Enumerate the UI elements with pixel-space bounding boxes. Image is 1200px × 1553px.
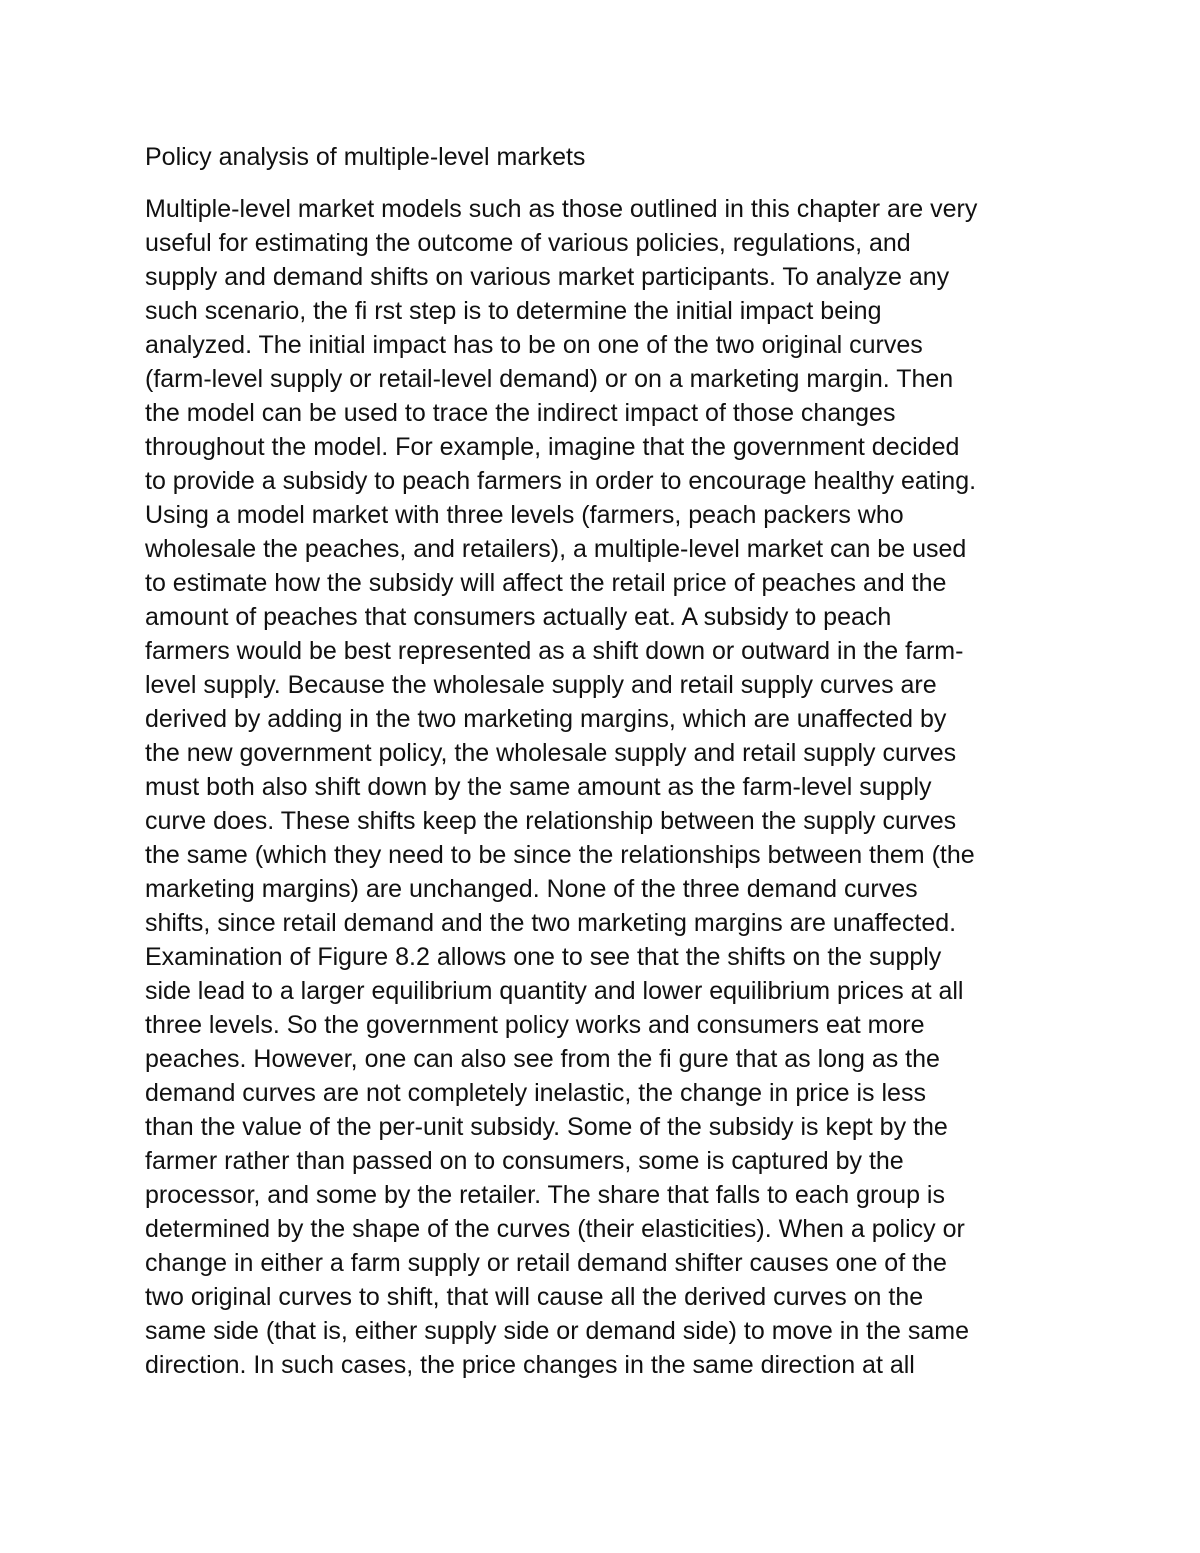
body-line: marketing margins) are unchanged. None of the three demand curves xyxy=(145,875,918,903)
body-line: shifts, since retail demand and the two marketing margins are unaffected. xyxy=(145,909,957,937)
body-line: to estimate how the subsidy will affect the retail price of peaches and the xyxy=(145,569,947,597)
body-line: than the value of the per-unit subsidy. Some of the subsidy is kept by the xyxy=(145,1113,948,1141)
body-line: wholesale the peaches, and retailers), a multiple-level market can be used xyxy=(145,535,967,563)
body-line: direction. In such cases, the price changes in the same direction at all xyxy=(145,1351,915,1379)
body-line: level supply. Because the wholesale supply and retail supply curves are xyxy=(145,671,937,699)
body-line: the model can be used to trace the indirect impact of those changes xyxy=(145,399,896,427)
body-line: determined by the shape of the curves (their elasticities). When a policy or xyxy=(145,1215,965,1243)
body-line: throughout the model. For example, imagine that the government decided xyxy=(145,433,960,461)
body-line: farmers would be best represented as a shift down or outward in the farm- xyxy=(145,637,964,665)
body-line: amount of peaches that consumers actually eat. A subsidy to peach xyxy=(145,603,892,631)
body-line: must both also shift down by the same amount as the farm-level supply xyxy=(145,773,932,801)
body-line: such scenario, the fi rst step is to determine the initial impact being xyxy=(145,297,882,325)
body-line: side lead to a larger equilibrium quantity and lower equilibrium prices at all xyxy=(145,977,964,1005)
body-line: Examination of Figure 8.2 allows one to see that the shifts on the supply xyxy=(145,943,942,971)
body-line: same side (that is, either supply side or demand side) to move in the same xyxy=(145,1317,970,1345)
body-line: to provide a subsidy to peach farmers in order to encourage healthy eating. xyxy=(145,467,977,495)
body-line: processor, and some by the retailer. The share that falls to each group is xyxy=(145,1181,945,1209)
body-line: the new government policy, the wholesale supply and retail supply curves xyxy=(145,739,957,767)
body-line: the same (which they need to be since the relationships between them (the xyxy=(145,841,975,869)
body-line: Multiple-level market models such as those outlined in this chapter are very xyxy=(145,195,978,223)
body-line: curve does. These shifts keep the relationship between the supply curves xyxy=(145,807,957,835)
body-line: derived by adding in the two marketing margins, which are unaffected by xyxy=(145,705,947,733)
body-line: (farm-level supply or retail-level demand) or on a marketing margin. Then xyxy=(145,365,954,393)
body-line: two original curves to shift, that will cause all the derived curves on the xyxy=(145,1283,924,1311)
body-line: peaches. However, one can also see from the fi gure that as long as the xyxy=(145,1045,940,1073)
body-line: farmer rather than passed on to consumers, some is captured by the xyxy=(145,1147,904,1175)
document-body xyxy=(145,192,1065,1382)
body-line: useful for estimating the outcome of various policies, regulations, and xyxy=(145,229,911,257)
body-line: supply and demand shifts on various market participants. To analyze any xyxy=(145,263,950,291)
body-line: demand curves are not completely inelastic, the change in price is less xyxy=(145,1079,926,1107)
document-title: Policy analysis of multiple-level markets xyxy=(145,143,586,171)
body-line: Using a model market with three levels (farmers, peach packers who xyxy=(145,501,904,529)
body-line: change in either a farm supply or retail demand shifter causes one of the xyxy=(145,1249,947,1277)
body-line: three levels. So the government policy works and consumers eat more xyxy=(145,1011,925,1039)
body-line: analyzed. The initial impact has to be on one of the two original curves xyxy=(145,331,923,359)
